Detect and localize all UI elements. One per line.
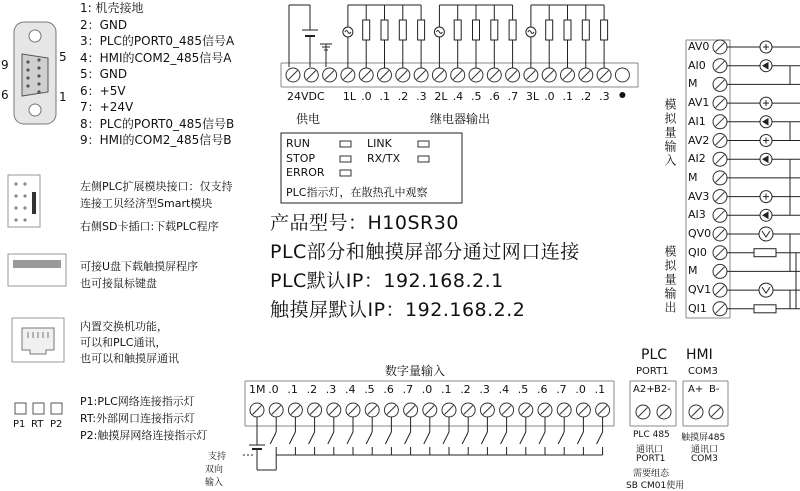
digital-input-label: .5 [364,383,375,396]
usb-desc-2: 也可接鼠标键盘 [80,277,157,290]
relay-load-icon [491,20,498,40]
digital-input-label: 1M [249,383,266,396]
db9-pin-2: 2：GND [80,17,128,32]
comm-terminal-screw [689,405,703,419]
digital-input-label: .6 [383,383,394,396]
plc-default-ip: PLC默认IP：192.168.2.1 [270,270,504,292]
db9-pin-4: 4：HMI的COM2_485信号A [80,50,232,65]
db9-pin-7: 7：+24V [80,100,134,114]
digital-input-terminal-screw [461,403,475,417]
plc-term-a2: A2+ [633,384,655,395]
analog-terminal-label: AI0 [688,58,706,72]
led-rt-label: RT [31,419,44,430]
status-error-label: ERROR [286,166,325,179]
db9-pin-1: 1: 机壳接地 [80,1,144,15]
analog-terminal-label: AV1 [688,96,710,110]
plc-comm-title: PLC [641,347,668,363]
analog-terminal-label: AV2 [688,133,710,147]
top-terminal-screw [323,68,337,82]
relay-terminal-label: 1L [342,90,357,103]
power-title: 供电 [296,112,321,126]
top-terminal-screw [597,68,611,82]
digital-input-terminal-screw [557,403,571,417]
digital-input-terminal-screw [500,403,514,417]
relay-load-icon [601,20,608,40]
analog-input-title: 模拟量输入 [663,98,677,168]
top-terminal-screw [579,68,593,82]
analog-terminal-label: AI2 [688,152,706,166]
digital-input-terminal-screw [480,403,494,417]
db9-pin-5: 5：GND [80,67,128,81]
ethernet-port-icon [12,318,64,362]
analog-terminal-screw [713,115,727,129]
digital-input-label: .1 [287,383,298,396]
analog-terminal-screw [713,283,727,297]
led-p1-label: P1 [13,419,26,430]
led-desc-1: P1:PLC网络连接指示灯 [80,395,195,408]
relay-load-icon [473,20,480,40]
digital-input-terminal-screw [269,403,283,417]
load-resistor-icon [754,249,776,257]
analog-terminal-screw [713,77,727,91]
load-resistor-icon [754,305,776,313]
relay-terminal-label: .1 [562,90,573,103]
digital-input-label: .0 [421,383,433,396]
digital-input-label: .4 [498,383,510,396]
digital-input-terminal-screw [308,403,322,417]
status-run-label: RUN [286,137,310,150]
analog-terminal-screw [713,190,727,204]
relay-terminal-label: .1 [379,90,390,103]
relay-load-icon [454,20,461,40]
voltage-meter-icon [759,283,773,297]
digital-input-label: .0 [268,383,279,396]
digital-input-label: .3 [325,383,337,396]
analog-terminal-screw [713,302,727,316]
db9-pin-9: 9：HMI的COM2_485信号B [80,133,232,147]
top-terminal-screw [487,68,501,82]
db9-pin-3: 3：PLC的PORT0_485信号A [80,34,235,48]
voltage-meter-icon [759,227,773,241]
plc-note-2: 通讯口 [636,445,664,455]
top-terminal-spare [615,68,629,82]
relay-terminal-label: .5 [471,90,482,103]
db9-connector [14,22,56,124]
hmi-comm-title: HMI [686,347,713,363]
top-terminal-screw [359,68,373,82]
top-terminal-screw [506,68,520,82]
digital-input-label: .7 [402,383,414,396]
comm-terminal-screw [657,405,671,419]
analog-terminal-label: M [688,170,698,184]
top-terminal-screw [304,68,318,82]
relay-load-icon [546,20,553,40]
analog-terminal-screw [713,246,727,260]
digital-input-label: .1 [441,383,452,396]
relay-load-icon [418,20,425,40]
relay-group1-wiring [343,5,608,68]
digital-input-label: .2 [306,383,318,396]
hmi-term-b: B- [709,384,720,395]
sd-card-desc: 右侧SD卡插口:下载PLC程序 [80,220,219,233]
ethernet-desc-2: 可以和PLC通讯， [80,336,167,349]
analog-terminal-screw [713,208,727,222]
analog-terminal-screw [713,96,727,110]
relay-terminal-label: .3 [416,90,427,103]
digital-input-label: .5 [517,383,529,396]
model-number: 产品型号：H10SR30 [270,212,459,234]
hmi-note-2: 通讯口 [691,445,719,455]
relay-terminal-label: .0 [544,90,555,103]
db9-pin-6: 6：+5V [80,83,126,98]
status-caption: PLC指示灯，在散热孔中观察 [286,186,428,199]
digital-input-label: .0 [575,383,586,396]
digital-input-terminal-screw [404,403,418,417]
relay-terminal-label: 2L [434,90,448,103]
plc-term-b2: B2- [654,384,671,395]
relay-terminal-label: .3 [599,90,610,103]
analog-terminal-label: M [688,77,698,91]
power-terminal-label: 24VDC [287,90,325,103]
analog-terminal-screw [713,40,727,54]
top-terminal-screw [341,68,355,82]
top-terminal-screw [469,68,483,82]
relay-terminal-label: .2 [580,90,592,103]
analog-terminal-label: M [688,264,698,278]
comm-terminal-screw [636,405,650,419]
top-terminal-screw [451,68,465,82]
db9-num-5: 5 [59,50,67,64]
db9-pin-8: 8：PLC的PORT0_485信号B [80,116,235,131]
relay-terminal-label: .7 [507,90,519,103]
hmi-comm-port: COM3 [688,366,718,377]
relay-terminal-label: .6 [489,90,500,103]
db9-pin-list [80,0,234,149]
terminal-dot-marker [619,92,625,98]
status-link-label: LINK [367,137,392,150]
digital-input-terminal-screw [288,403,302,417]
analog-terminal-screw [713,134,727,148]
analog-terminal-label: AI3 [688,208,706,222]
top-terminal-screw [524,68,538,82]
network-led-icons [15,403,62,414]
digital-input-terminal-screw [576,403,590,417]
digital-input-terminal-screw [384,403,398,417]
plc-note-3: PORT1 [636,454,666,464]
digital-input-label: .3 [479,383,490,396]
usb-port-icon [8,254,66,286]
relay-load-icon [363,20,370,40]
relay-load-icon [509,20,516,40]
analog-terminal-screw [713,264,727,278]
ethernet-desc-1: 内置交换机功能， [80,320,168,333]
analog-output-title: 模拟量输出 [663,245,677,315]
power-wiring [289,5,332,67]
top-terminal-screw [432,68,446,82]
digital-input-terminal-screw [423,403,437,417]
analog-terminal-screw [713,59,727,73]
analog-terminal-screw [713,227,727,241]
relay-output-title: 继电器输出 [430,112,491,126]
digital-input-terminal-screw [365,403,379,417]
plc-note-5: SB CM01使用 [626,481,685,491]
relay-load-icon [381,20,388,40]
analog-terminal-label: QV0 [688,227,712,240]
db9-num-6: 6 [1,88,9,102]
top-terminal-screw [286,68,300,82]
analog-terminal-label: QI0 [688,245,707,259]
ethernet-desc-3: 也可以和触摸屏通讯 [80,352,179,365]
status-rxtx-label: RX/TX [367,152,401,165]
analog-terminal-block [686,40,800,318]
plc-comm-port: PORT1 [636,366,669,377]
top-terminal-screw [378,68,392,82]
relay-load-icon [399,20,406,40]
plc-note-1: PLC 485 [633,430,670,440]
ext-port-desc-1: 左侧PLC扩展模块接口：仅支持 [80,180,233,193]
analog-terminal-label: QI1 [688,301,707,315]
digital-input-terminal-screw [442,403,456,417]
digital-input-label: .1 [594,383,606,396]
led-p2-label: P2 [50,419,63,430]
digital-input-terminal-screw [538,403,552,417]
plc-note-4: 需要组态 [633,469,670,479]
digital-input-label: .4 [345,383,356,396]
relay-load-icon [564,20,571,40]
digital-input-label: .2 [460,383,471,396]
relay-terminal-label: .4 [452,90,464,103]
top-terminal-screw [561,68,575,82]
digital-input-terminal-screw [250,403,264,417]
digital-input-terminal-screw [327,403,341,417]
digital-input-terminal-screw [346,403,360,417]
led-desc-2: RT:外部网口连接指示灯 [80,412,196,425]
analog-terminal-label: AI1 [688,114,706,128]
digital-input-title: 数字量输入 [385,364,446,378]
db9-num-1: 1 [59,90,67,104]
hmi-note-3: COM3 [691,454,718,464]
relay-terminal-label: .0 [361,90,372,103]
analog-terminal-label: AV3 [688,189,710,203]
digital-input-terminal-screw [596,403,610,417]
network-connection-info: PLC部分和触摸屏部分通过网口连接 [270,241,580,263]
top-terminal-screw [396,68,410,82]
usb-desc-1: 可接U盘下载触摸屏程序 [80,260,199,273]
led-desc-3: P2:触摸屏网络连接指示灯 [80,429,208,442]
relay-terminal-label: 3L [525,90,540,103]
db9-num-9: 9 [1,58,9,72]
relay-load-icon [582,20,589,40]
relay-terminal-label: .2 [397,90,409,103]
ext-port-desc-2: 连接工贝经济型Smart模块 [80,197,213,210]
bidirectional-note-3: 输入 [205,478,224,488]
top-terminal-screw [542,68,556,82]
analog-terminal-screw [713,171,727,185]
analog-terminal-label: AV0 [688,40,710,53]
top-terminal-screw [414,68,428,82]
hmi-default-ip: 触摸屏默认IP：192.168.2.2 [270,299,526,321]
digital-input-label: .6 [537,383,548,396]
expansion-port-icon [8,175,40,227]
digital-input-label: .7 [556,383,567,396]
analog-terminal-screw [713,152,727,166]
bidirectional-note-2: 双向 [205,465,224,475]
bidirectional-note-1: 支持 [208,452,227,462]
comm-terminal-screw [709,405,723,419]
hmi-note-1: 触摸屏485 [681,433,726,443]
status-stop-label: STOP [286,152,315,165]
digital-input-terminal-screw [519,403,533,417]
hmi-term-a: A+ [688,384,704,395]
analog-terminal-label: QV1 [688,283,712,297]
